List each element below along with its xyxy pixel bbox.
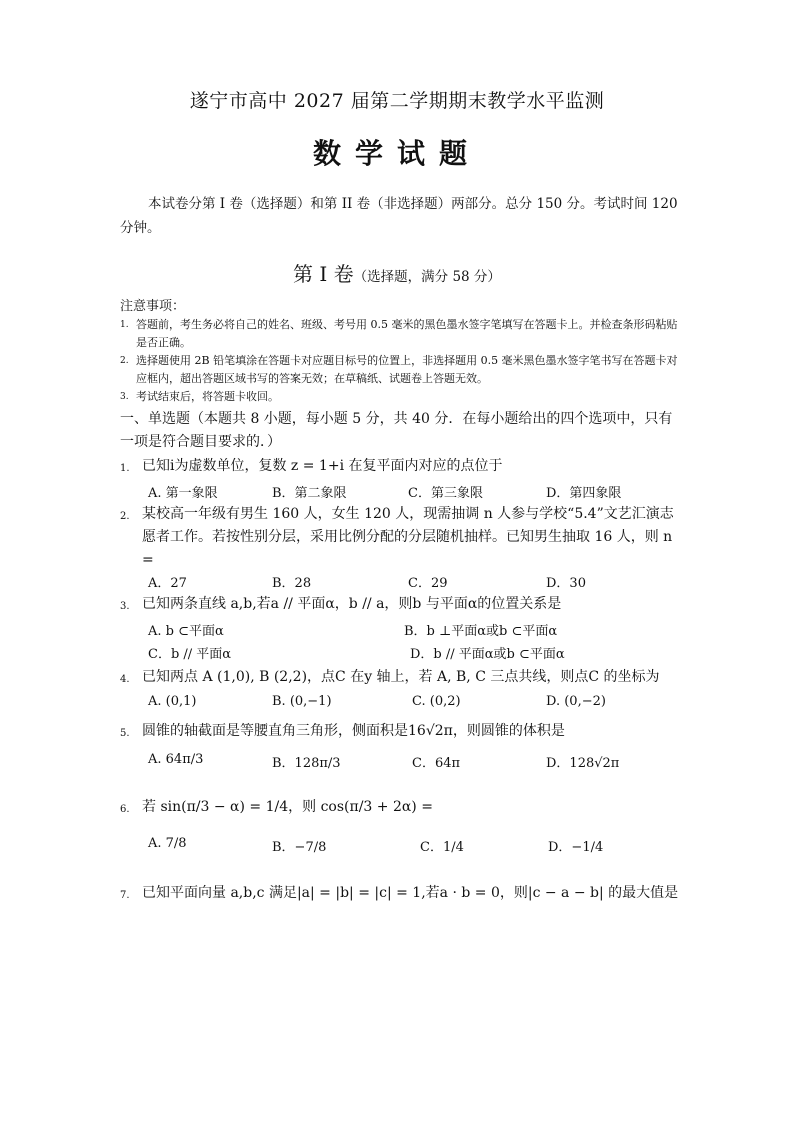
section-title-main: 第 I 卷 <box>293 262 354 286</box>
option-a: A. 64π/3 <box>148 752 204 767</box>
option-a: A. 第一象限 <box>148 486 218 501</box>
question-number: 7. <box>120 890 130 901</box>
option-a: A. b ⊂平面α <box>148 624 224 639</box>
option-c: C．29 <box>408 576 448 591</box>
intro-paragraph: 本试卷分第 I 卷（选择题）和第 II 卷（非选择题）两部分。总分 150 分。考试时间 120 分钟。 <box>120 196 678 236</box>
question-stem: 已知两条直线 a,b,若a // 平面α，b // a，则b 与平面α的位置关系是 <box>142 596 562 612</box>
note-number: 1. <box>120 320 129 330</box>
option-b: B．b ⊥平面α或b ⊂平面α <box>404 624 558 639</box>
question-number: 1. <box>120 463 130 474</box>
question-stem: 已知i为虚数单位，复数 z = 1+i 在复平面内对应的点位于 <box>142 458 503 474</box>
question-number: 2. <box>120 511 130 522</box>
option-d: D．128√2π <box>546 756 620 771</box>
option-d: D．30 <box>546 576 586 591</box>
option-d: D．b // 平面α或b ⊂平面α <box>410 647 565 662</box>
option-d: D. (0,−2) <box>546 694 606 709</box>
question <box>120 666 680 689</box>
subject-title: 数学试题 <box>312 137 481 170</box>
question-stem: 圆锥的轴截面是等腰直角三角形，侧面积是16√2π，则圆锥的体积是 <box>142 723 565 739</box>
question-stem: 若 sin(π/3 − α) = 1/4，则 cos(π/3 + 2α) = <box>142 799 433 815</box>
question <box>120 503 680 572</box>
note-item <box>120 316 680 352</box>
question-stem: 已知两点 A (1,0), B (2,2)，点C 在y 轴上，若 A, B, C 三点共线，则点C 的坐标为 <box>142 669 660 685</box>
question <box>120 593 680 616</box>
option-a: A. (0,1) <box>148 694 197 709</box>
question-number: 5. <box>120 728 130 739</box>
section-title <box>0 258 794 287</box>
notes-heading: 注意事项： <box>120 299 186 314</box>
note-text: 考试结束后，将答题卡收回。 <box>136 390 279 403</box>
note-item <box>120 352 680 388</box>
option-b: B．第二象限 <box>272 486 347 501</box>
option-c: C．第三象限 <box>408 486 483 501</box>
question <box>120 796 680 819</box>
option-b: B. (0,−1) <box>272 694 332 709</box>
option-c: C．b // 平面α <box>148 647 232 662</box>
option-b: B．−7/8 <box>272 840 327 855</box>
note-number: 3. <box>120 392 129 402</box>
note-number: 2. <box>120 356 129 366</box>
option-a: A．27 <box>148 576 187 591</box>
question-number: 4. <box>120 674 130 685</box>
question <box>120 720 680 743</box>
question-number: 3. <box>120 601 130 612</box>
question-stem: 某校高一年级有男生 160 人，女生 120 人，现需抽调 n 人参与学校“5.4”文艺汇演志愿者工作。若按性别分层，采用比例分配的分层随机抽样。已知男生抽取 16 人，则 n = <box>142 506 674 568</box>
option-d: D．第四象限 <box>546 486 622 501</box>
note-text: 答题前，考生务必将自己的姓名、班级、考号用 0.5 毫米的黑色墨水签字笔填写在答题卡上。并检查条形码粘贴是否正确。 <box>136 318 678 349</box>
option-b: B．28 <box>272 576 312 591</box>
option-d: D．−1/4 <box>548 840 604 855</box>
option-c: C．64π <box>412 756 461 771</box>
question-stem: 已知平面向量 a,b,c 满足|a| = |b| = |c| = 1,若a · b = 0，则|c − a − b| 的最大值是 <box>142 885 679 901</box>
question <box>120 455 680 478</box>
part-heading: 一、单选题（本题共 8 小题，每小题 5 分，共 40 分．在每小题给出的四个选项中，只有一项是符合题目要求的．） <box>120 411 673 450</box>
question-number: 6. <box>120 804 130 815</box>
note-text: 选择题使用 2B 铅笔填涂在答题卡对应题目标号的位置上，非选择题用 0.5 毫米黑色墨水签字笔书写在答题卡对应框内，超出答题区域书写的答案无效；在草稿纸、试题卷上答题无效。 <box>136 354 678 385</box>
school-title: 遂宁市高中 2027 届第二学期期末教学水平监测 <box>189 90 605 112</box>
option-b: B．128π/3 <box>272 756 341 771</box>
option-c: C. (0,2) <box>412 694 461 709</box>
option-c: C．1/4 <box>420 840 464 855</box>
question <box>120 882 680 905</box>
note-item <box>120 388 680 406</box>
section-title-sub: （选择题，满分 58 分） <box>353 269 501 285</box>
option-a: A. 7/8 <box>148 836 187 851</box>
